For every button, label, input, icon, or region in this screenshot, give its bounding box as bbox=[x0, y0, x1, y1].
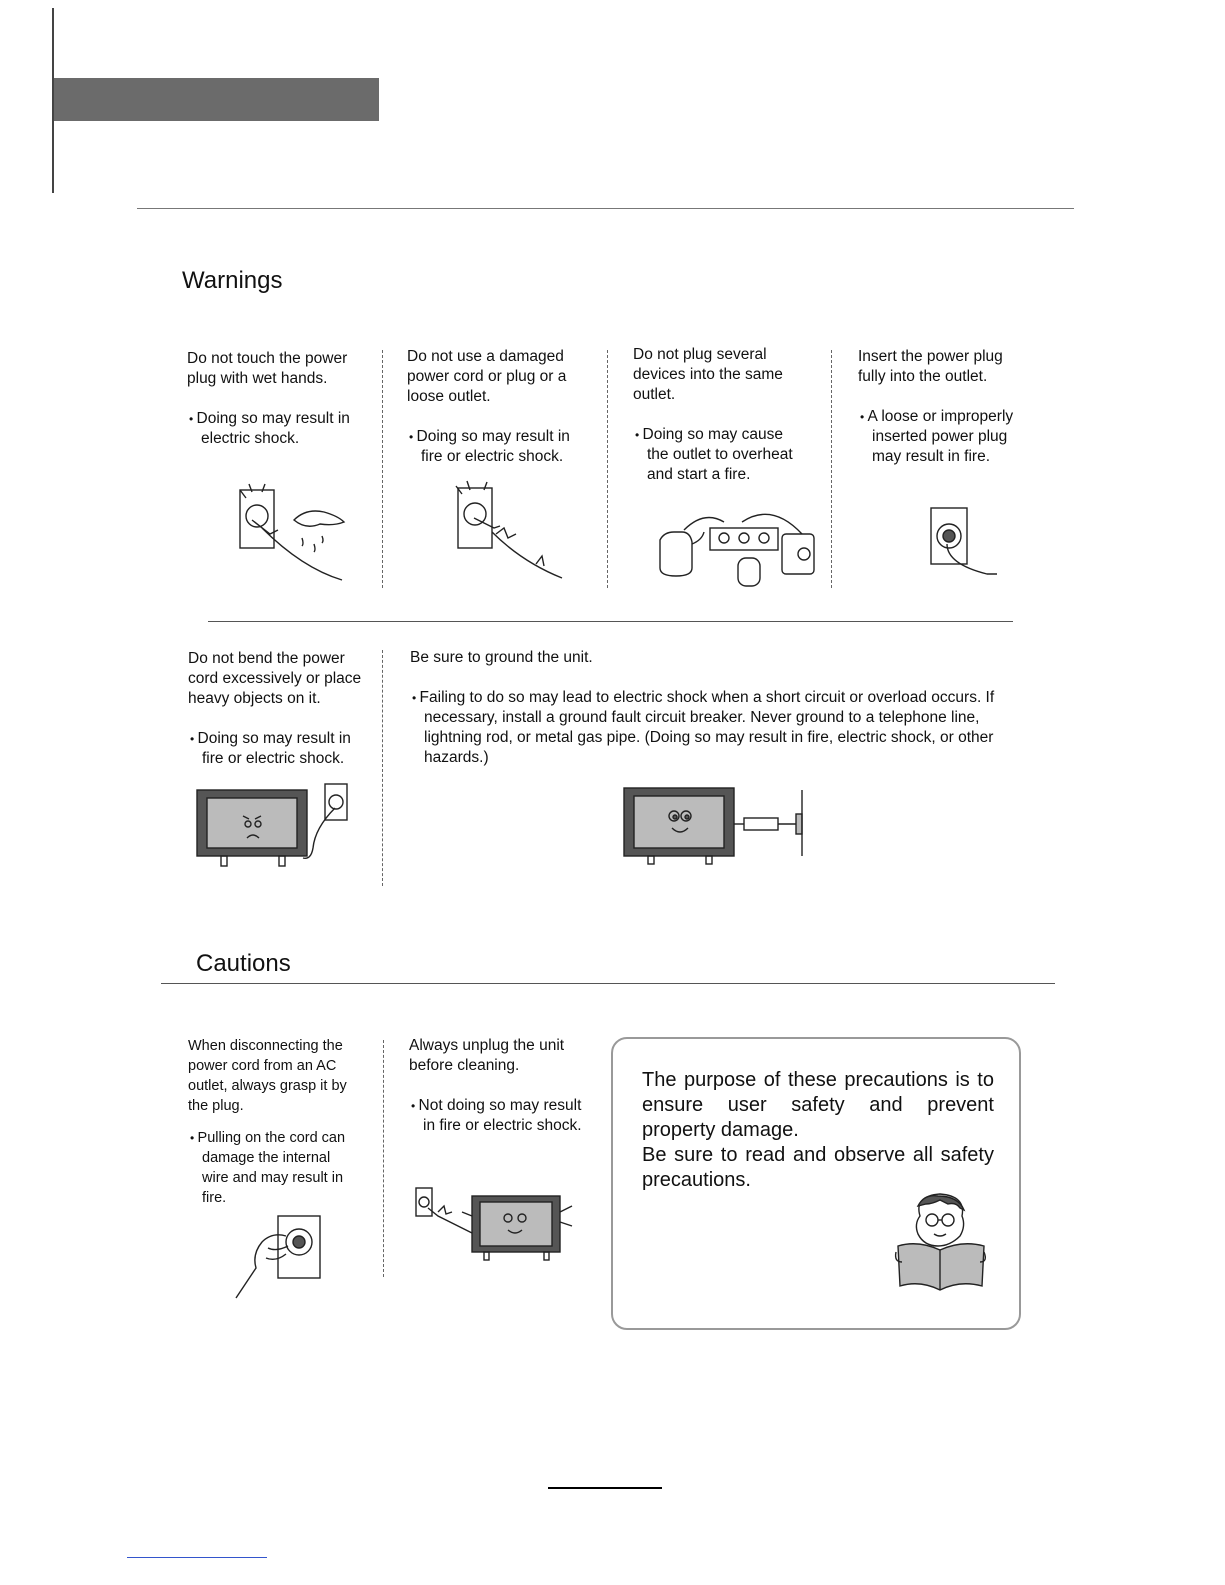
cautions-divider bbox=[161, 983, 1055, 984]
warning-3-title: Do not plug several devices into the same outlet. bbox=[633, 346, 783, 403]
boy-reading-manual-icon bbox=[894, 1192, 989, 1292]
grounded-tv-icon bbox=[620, 786, 810, 866]
warning-6-title: Be sure to ground the unit. bbox=[410, 649, 593, 666]
notice-line-1: The purpose of these precautions is to ensure user safety and prevent property damage. bbox=[642, 1069, 994, 1141]
notice-text bbox=[642, 1068, 994, 1193]
footer-rule bbox=[127, 1557, 267, 1558]
warning-1-title: Do not touch the power plug with wet hands. bbox=[187, 350, 348, 387]
notice-line-2: Be sure to read and observe all safety precautions. bbox=[642, 1144, 994, 1191]
caution-1-title: When disconnecting the power cord from an AC outlet, always grasp it by the plug. bbox=[188, 1038, 347, 1114]
caution-1-note: • Pulling on the cord can damage the internal wire and may result in fire. bbox=[188, 1128, 360, 1208]
warning-4-title: Insert the power plug fully into the outlet. bbox=[858, 348, 1003, 385]
warning-5-title: Do not bend the power cord excessively or place heavy objects on it. bbox=[188, 650, 362, 707]
warning-5 bbox=[188, 649, 363, 769]
tv-cleaning-icon bbox=[410, 1184, 580, 1264]
caution-2-title: Always unplug the unit before cleaning. bbox=[409, 1037, 565, 1074]
sad-tv-cord-icon bbox=[193, 780, 363, 870]
warning-3 bbox=[633, 345, 806, 485]
warning-5-note: • Doing so may result in fire or electric shock. bbox=[188, 729, 363, 769]
warning-2-title: Do not use a damaged power cord or plug or a loose outlet. bbox=[407, 348, 567, 405]
caution-2-note: • Not doing so may result in fire or electric shock. bbox=[409, 1096, 582, 1136]
plug-in-outlet-icon bbox=[925, 504, 1000, 579]
column-divider bbox=[382, 650, 383, 886]
page-number-rule bbox=[548, 1487, 662, 1489]
warning-6 bbox=[410, 648, 1010, 768]
warnings-heading: Warnings bbox=[182, 267, 283, 294]
warning-1-note: • Doing so may result in electric shock. bbox=[187, 409, 359, 449]
row-divider bbox=[208, 621, 1013, 622]
top-divider bbox=[137, 208, 1074, 209]
warning-1 bbox=[187, 349, 359, 449]
header-bar bbox=[54, 78, 379, 121]
warning-6-note: • Failing to do so may lead to electric shock when a short circuit or overload occurs. If necessary, install a ground fault circuit breaker. Never ground to a telephone line, lightning rod, or metal gas pipe. (Doing so may result in fire, electric shock, or other hazards.) bbox=[410, 688, 1010, 768]
warning-2 bbox=[407, 347, 580, 467]
caution-2 bbox=[409, 1036, 582, 1136]
warning-3-note: • Doing so may cause the outlet to overheat and start a fire. bbox=[633, 425, 806, 485]
warning-4-note: • A loose or improperly inserted power plug may result in fire. bbox=[858, 407, 1030, 467]
power-strip-overload-icon bbox=[654, 510, 819, 590]
warning-4 bbox=[858, 347, 1030, 467]
hand-grasping-plug-icon bbox=[230, 1212, 325, 1302]
column-divider bbox=[607, 350, 608, 588]
column-divider bbox=[382, 350, 383, 588]
caution-1 bbox=[188, 1036, 360, 1208]
wet-hands-outlet-icon bbox=[222, 478, 352, 588]
cautions-heading: Cautions bbox=[196, 950, 291, 977]
column-divider bbox=[383, 1040, 384, 1277]
column-divider bbox=[831, 350, 832, 588]
damaged-cord-outlet-icon bbox=[444, 476, 564, 586]
warning-2-note: • Doing so may result in fire or electric shock. bbox=[407, 427, 580, 467]
